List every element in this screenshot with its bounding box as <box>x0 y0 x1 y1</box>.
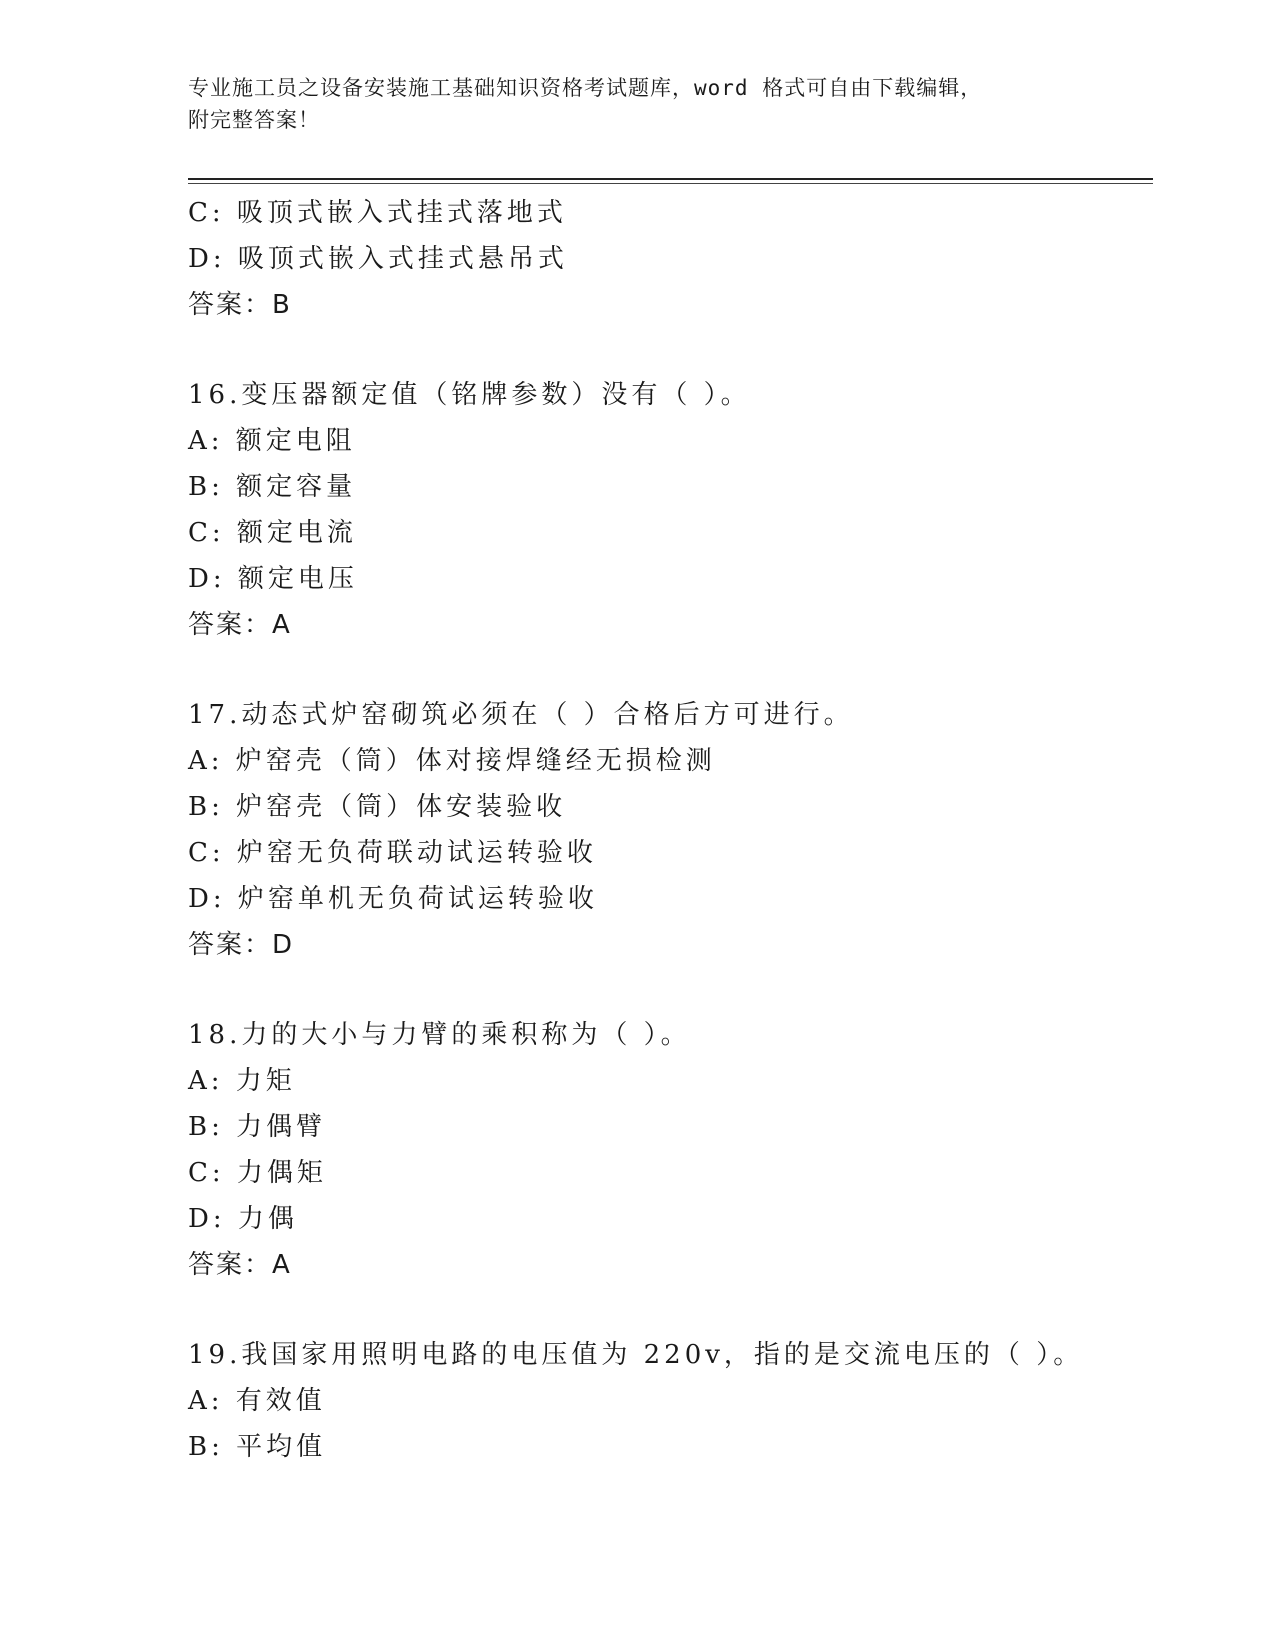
answer-line: 答案：A <box>188 1250 292 1280</box>
document-header-note <box>188 72 1068 136</box>
question-15-continued <box>188 190 1153 328</box>
question-19 <box>188 1332 1153 1470</box>
spacer <box>188 328 1153 372</box>
answer-line: 答案：A <box>188 610 292 640</box>
spacer <box>188 648 1153 692</box>
option-d: D: 额定电压 <box>188 564 358 594</box>
option-b: B: 力偶臂 <box>188 1112 327 1142</box>
header-divider-thin <box>188 183 1153 184</box>
answer-line: 答案：B <box>188 290 292 320</box>
question-18 <box>188 1012 1153 1288</box>
question-list <box>188 190 1153 1470</box>
question-16 <box>188 372 1153 648</box>
option-c: C: 炉窑无负荷联动试运转验收 <box>188 838 597 868</box>
option-d: D: 炉窑单机无负荷试运转验收 <box>188 884 598 914</box>
option-b: B: 额定容量 <box>188 472 357 502</box>
question-17 <box>188 692 1153 968</box>
option-c: C: 力偶矩 <box>188 1158 327 1188</box>
option-b: B: 平均值 <box>188 1432 327 1462</box>
option-a: A: 力矩 <box>188 1066 296 1096</box>
header-note-line-1: 专业施工员之设备安装施工基础知识资格考试题库，word 格式可自由下载编辑， <box>188 76 983 100</box>
header-note-line-2: 附完整答案！ <box>188 108 320 132</box>
option-a: A: 额定电阻 <box>188 426 356 456</box>
option-c: C: 额定电流 <box>188 518 357 548</box>
question-stem: 17.动态式炉窑砌筑必须在（ ）合格后方可进行。 <box>188 700 854 730</box>
option-d: D: 力偶 <box>188 1204 298 1234</box>
question-stem: 18.力的大小与力臂的乘积称为（ ）。 <box>188 1020 691 1050</box>
answer-line: 答案：D <box>188 930 295 960</box>
option-a: A: 炉窑壳（筒）体对接焊缝经无损检测 <box>188 746 716 776</box>
option-c: C: 吸顶式嵌入式挂式落地式 <box>188 198 567 228</box>
header-divider-thick <box>188 178 1153 180</box>
option-d: D: 吸顶式嵌入式挂式悬吊式 <box>188 244 568 274</box>
option-a: A: 有效值 <box>188 1386 326 1416</box>
question-stem: 19.我国家用照明电路的电压值为 220v，指的是交流电压的（ ）。 <box>188 1340 1084 1370</box>
spacer <box>188 1288 1153 1332</box>
spacer <box>188 968 1153 1012</box>
question-stem: 16.变压器额定值（铭牌参数）没有（ ）。 <box>188 380 751 410</box>
option-b: B: 炉窑壳（筒）体安装验收 <box>188 792 567 822</box>
